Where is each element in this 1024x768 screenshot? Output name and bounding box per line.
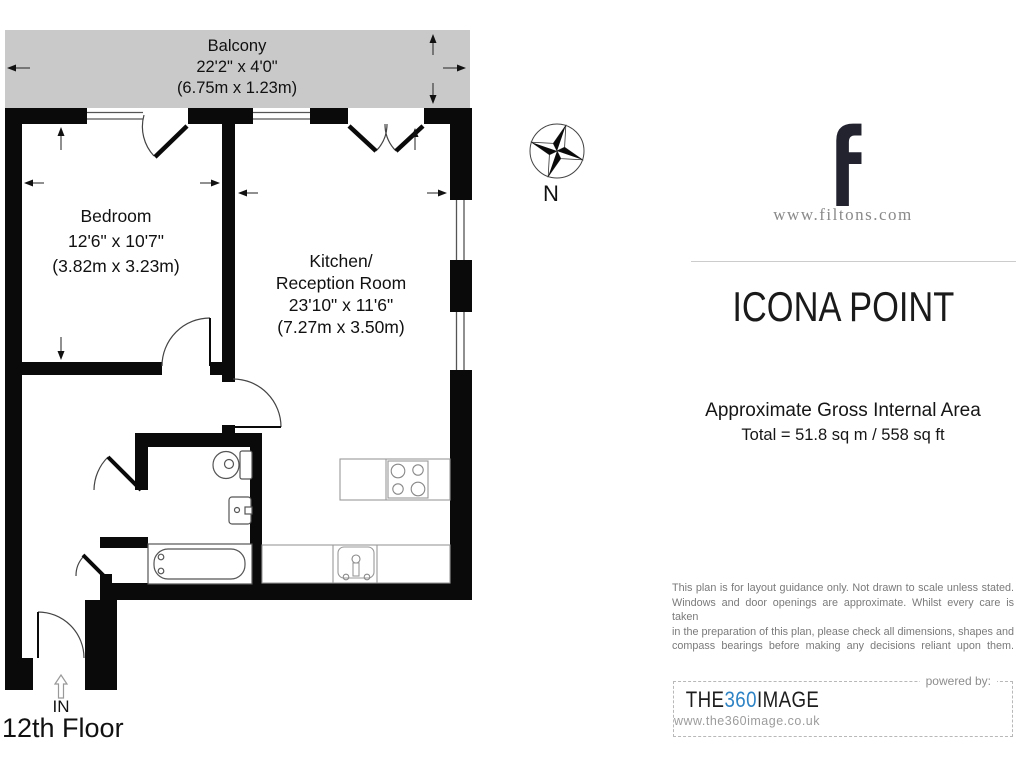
compass-icon xyxy=(530,124,584,206)
area-total: Total = 51.8 sq m / 558 sq ft xyxy=(741,426,945,444)
kitchen-metric: (7.27m x 3.50m) xyxy=(277,317,405,337)
floor-label: 12th Floor xyxy=(2,713,124,743)
powered-by-label: powered by: xyxy=(920,674,997,688)
the360image-url: www.the360image.co.uk xyxy=(674,714,820,728)
bedroom-name: Bedroom xyxy=(80,206,152,226)
disclaimer-line: This plan is for layout guidance only. Not drawn to scale unless stated. xyxy=(672,582,1014,594)
entrance-arrow-icon xyxy=(55,675,67,698)
compass-label: N xyxy=(543,181,559,206)
agency-url: www.filtons.com xyxy=(773,205,913,224)
logo-the: THE xyxy=(685,687,725,712)
area-heading: Approximate Gross Internal Area xyxy=(705,400,981,421)
balcony-imperial: 22'2" x 4'0" xyxy=(196,58,278,76)
powered-by-section xyxy=(673,667,1013,737)
bedroom-imperial: 12'6" x 10'7" xyxy=(68,231,164,251)
balcony-metric: (6.75m x 1.23m) xyxy=(176,79,298,97)
disclaimer-line: Windows and door openings are approximate. Whilst every care is taken xyxy=(672,596,1014,624)
disclaimer-text xyxy=(672,581,1014,654)
bedroom-metric: (3.82m x 3.23m) xyxy=(52,256,180,276)
filtons-f-icon xyxy=(824,122,862,206)
bathroom-fixtures xyxy=(148,451,252,584)
logo-image: IMAGE xyxy=(756,687,820,712)
toilet-cistern xyxy=(240,451,252,479)
kitchen-name-1: Kitchen/ xyxy=(309,251,373,271)
divider-line xyxy=(691,261,1016,262)
disclaimer-line: in the preparation of this plan, please check all dimensions, shapes and xyxy=(672,625,1014,638)
disclaimer-line: compass bearings before making any decisions reliant upon them. xyxy=(672,640,1014,653)
agency-logo xyxy=(673,122,1013,206)
the360image-logo xyxy=(674,687,1012,713)
entrance-label: IN xyxy=(52,697,70,716)
kitchen-imperial: 23'10" x 11'6" xyxy=(288,295,394,315)
the360image-box xyxy=(673,681,1013,737)
kitchen-units xyxy=(262,459,450,583)
logo-360: 360 xyxy=(724,687,757,712)
walls xyxy=(5,108,472,690)
kitchen-name-2: Reception Room xyxy=(275,273,407,293)
property-name: ICONA POINT xyxy=(732,283,954,330)
balcony-name: Balcony xyxy=(207,37,267,55)
